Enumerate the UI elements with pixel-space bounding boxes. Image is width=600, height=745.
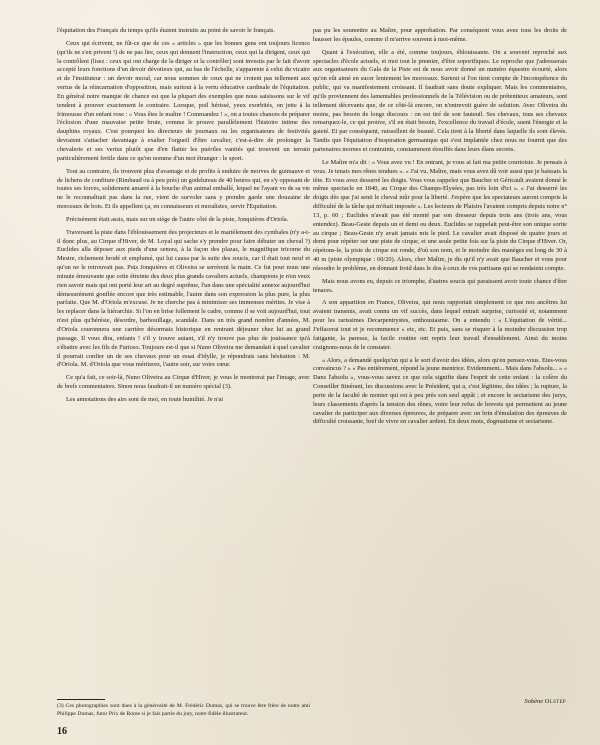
paragraph: pas pu les soumettre au Maître, pour approbation. Par conséquent vous avez tous les droits de hausser les épaules, comme il m'arrive souvent à moi-même. <box>313 27 567 43</box>
footnote: (3) Ces photographies sont dues à la générosité de M. Frédéric Dumas, qui se trouve être frère de notre ami Philippe Dumas, futur Prix de Rome si je fais partie du jury, notre fidèle illustrateur. <box>57 703 310 717</box>
paragraph: Précisément était assis, mais sur un siège de l'autre côté de la piste, Jonquières d'Oriola. <box>66 215 289 223</box>
author-first-name: Sobène <box>524 698 544 705</box>
paragraph: l'équitation des Français du temps qu'ils étaient instruits au point de savoir le français. <box>57 27 275 34</box>
author-last-name: Olstep <box>544 698 566 705</box>
right-column <box>313 27 567 431</box>
paragraph: Tout au contraire, ils trouvent plus d'avantage et de profits à enduire de morves de guimauve et de lichens de confiture (Rimbaud ou à peu près) un godelureau de 40 heures qui, en s'y opposant de toutes ses forces, solidement amarré à la bouche d'un animal emballé, lequel ne l'ayant vu de sa vie ne le reconnaîtrait pas dans la rue, vient de survoler sans y prendre garde une douzaine de morceaux de bois. Et ils appellent ça, en connaisseurs et moralistes, servir l'Equitation. <box>57 167 310 211</box>
paragraph: Ceux qui écrivent, ne fût-ce que de ces « articles » que les bonnes gens ont toujours licence (qu'ils ne s'en privent !) de ne pas lire, ceux qui donnent l'instruction, ceux qui la dirigent, ceux qui la contrôlent (lisez : ceux qui ont charge de la diriger et la contrôler) sont investis par le fait d'avoir accepté leurs fonctions d'un devoir dévotieux qui, au bas de l'échelle, s'apparente à celui du vicaire et de l'instituteur : un devoir moral, car nous sommes de ceux qui ne croient pas tellement aux vertus de la réincarnation d'opposition, mais surtout à la vertu éducative cardinale de l'équitation. En général notre manque de chance est que la plupart des exemples que nous saisissons sur le vif tendent à prouver exactement le contraire. Lorsque, poil hérissé, yeux exorbités, on jette à la frimousse d'un enfant rose : « Vous êtes le maître ! Commandez ! », on a toutes chances de préparer l'éclosion d'une mauvaise petite brute, comme le prouve parallèlement l'histoire intime des dauphins royaux. C'est pourquoi les directeurs de journaux ou les organisateurs de festivités devraient s'attacher davantage à exalter l'orgueil d'être cavalier, c'est-à-dire de prolonger la chevalerie et ses vertus plutôt que d'en flatter les puériles vanités qui trouvent un terrain particulièrement fertile dans ce qu'on nomme d'un mot étranger : le sport. <box>57 39 310 162</box>
paragraph: A son apparition en France, Oliveira, qui nous rapportait simplement ce que nos ancêtres lui avaient transmis, avait connu un vif succès, dans lequel entrait surprise, curiosité et, notamment pour les rarissimes Decarpentrystes, enthousiasme. On a entendu : « L'équitation de vérité... J'effacerai tout et je recommence » etc, etc. Et puis, sans se risquer à la moindre discussion trop fatigante, la paresse, la facile routine ont repris leur travail d'ensablement. Ainsi du moins craignons-nous de le constater. <box>313 299 567 351</box>
paragraph: Mais nous avons eu, depuis ce triomphe, d'autres soucis qui paraissent avoir toute chance d'être tenaces. <box>313 277 567 294</box>
author-signature <box>524 698 566 705</box>
footnote-divider <box>57 699 105 700</box>
page-number: 16 <box>57 726 67 737</box>
paragraph: Le Maître m'a dit : « Vous avez vu ! En entrant, je vous ai fait ma petite courtoisie. Je pensais à vous. Je tenais mes rênes tendues ». « J'ai vu, Maître, mais vous avez dû voir aussi que je baissais la tête. Et vous avez desserré les doigts. Vous vous rappelez que Baucher et Géricault avaient donné le même spectacle en 1840, au Cirque des Champs-Elysées, pas très loin d'ici ». « J'ai desserré les doigts dès que j'ai senti le cheval mûr pour la liberté. J'espère que les spectateurs auront compris la difficulté de la tâche qui m'était imposée ». Les lecteurs de Plaisirs l'avaient compris depuis notre n° 13, p. 60 ; Euclides n'avait pas été monté par son dresseur depuis trois ans (trois ans, vous entendez). Beau-Geste depuis un et demi ou deux. Euclides se rappelait peut-être son unique sortie au cirque ; Beau-Geste n'y avait jamais mis le pied. Le cavalier avait disposé de quatre jours et demi pour répéter sur une piste de cirque, et une seule petite fois sur la piste du Cirque d'Hiver. Or, répétons-le, la piste de cirque est ronde, d'où son nom, et le moindre des manèges est long de 30 à 40 m (piste olympique : 60/20). Alors, cher Maître, je dis qu'il n'y avait que Baucher et vous pour résoudre le problème, en donnant froid dans le dos à ceux de vos partisans qui se rendaient compte. <box>313 158 567 272</box>
paragraph: « Alors, a demandé quelqu'un qui a le sort d'avoir des idées, alors qu'en pensez-vous. Etes-vous convaincus ? » « Pas entièrement, répond la jeune mentrice. Evidemment... Mais dans l'absolu... » « Dans l'absolu », vous-vous savez ce que cela signifie dans l'esprit de cette enfant : la colère du Conseiller Itinérant, les discussions avec le Président, qui a, c'est légitime, des idées ; la rupture, la perte de la faculté de monter qui est à peu près son seul appât ; et encore le sectarisme des jurys, leurs classements d'après la tension des rênes, voire leur refus de brevets qui permettent au jeune cavalier de participer aux diverses épreuves, de préparer avec un brin d'émulation des épreuves de difficulté croissante, bref de vivre en cavalier ardent. En deux mots, dogmatisme et sectarisme. <box>313 356 567 426</box>
paragraph: Ce qu'a fait, ce soir-là, Nuno Oliveira au Cirque d'Hiver, je vous le montrerai par l'image, avec de brefs commentaires. Sinon nous faudrait-il un numéro spécial (3). <box>57 374 310 391</box>
left-column <box>57 27 310 409</box>
paragraph: Traversant la piste dans l'éblouissement des projecteurs et le martèlement des cymbales (n'y a-t-il donc plus, au Cirque d'Hiver, de M. Loyal qui sache s'y prendre pour faire débuter un cheval ?) Euclides alla déposer aux pieds d'une senora, à la façon des plazas, le magnifique tricorne du Mestre, richement brodé et emplumé, qui lui causa par la suite des soucis, car il était tout neuf et qu'on ne le retrouvait pas. Puis Jonquières et Oliveira se serrèrent la main. Ce fut pour nous une minute émouvante que cette étreinte des deux plus grands cavaliers actuels, champions je n'en veux rien savoir mais qui ont porté leur art au degré suprême, l'un dans une spécialité annexe aujourd'hui démesurément gonflée encore que très estimable, l'autre dans son expression la plus pure, la plus parfaite. Que M. d'Oriola m'excuse. Je ne cherche pas à minimiser ses immenses mérites. Je vise à les replacer dans la hiérarchie. Si l'on en brise follement le cadre, comme il se voit aujourd'hui, tout n'est plus qu'hérésie, désordre, barbouillage, scandale. Dans un très grand nombre d'années, M. d'Oriola couronnera une carrière désormais historique en rentrant déjeuner chez lui au grand passage. Il vous dira, enfants ! s'il y trouve autant, s'il n'y trouve pas plus de jouissance qu'à s'ébattre avec les fils de Furioso. Toujours est-il que si Nuno Oliveira me demandait à quel cavalier il pourrait confier un de ses chevaux pour un essai d'idylle, je répondrais sans hésitation : M. d'Oriola. M. d'Oriola que vous mériterez, l'autre soir, sur votre cœur. <box>57 228 310 369</box>
paragraph: Les annotations des airs sont de moi, en toute humilité. Je n'ai <box>66 395 224 403</box>
paragraph: Quant à l'exécution, elle a été, comme toujours, éblouissante. On a souvent reproché aux spectacles d'école actuels, et moi tout le premier, d'être soporifiques. Le reproche que j'adresserais aux organisateurs du Gala de la Piste est de nous avoir donné un numéro équestre écourté, alors qu'on eût aimé en sucer lentement les morceaux. Surtout si l'on tient compte de l'incompétence du public, qui va manifestement croissant. Il faudrait sans doute expliquer. Mais les commentaires, qu'ils proviennent des lamentables professionnels de la Télévision ou de prétentieux amateurs, sont tellement décevants que, de ce côté-là encore, on n'entrevoit guère de solution. Avec Oliveira du moins, pas besoin de longs discours : on est tiré de son fauteuil. Ses chevaux, tous ses chevaux remarquez-le, ce qui prouve, s'il en était besoin, l'excellence du travail d'école, suent l'énergie et la gaieté. Et par conséquent, ruissellent de beauté. Cela tient à la liberté dans laquelle ils sont élevés. Tandis que l'équitation d'inspiration germanique qui s'est implantée chez nous ne fournit que des partenaires mornes et contraints, constamment étouffés dans leurs élans secrets. <box>313 48 567 153</box>
